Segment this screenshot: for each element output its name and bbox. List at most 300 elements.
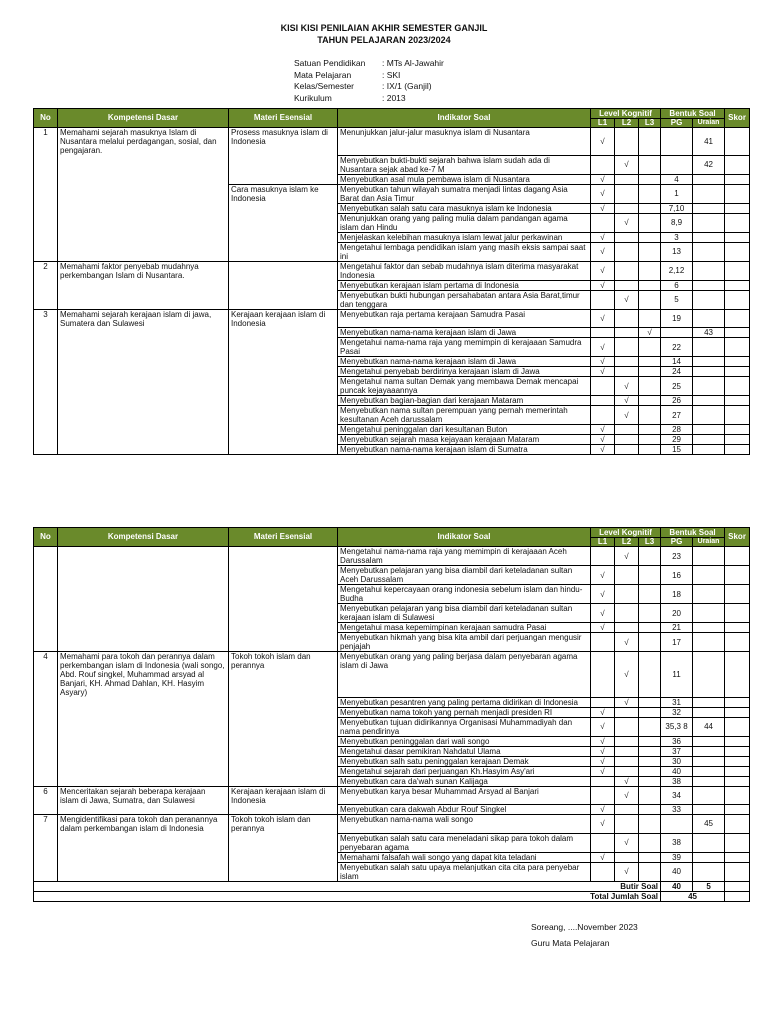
row-indikator: Menyebutkan salh satu peninggalan kerajaan Demak bbox=[338, 756, 591, 766]
row-l3 bbox=[639, 746, 661, 756]
row-skor bbox=[725, 585, 750, 604]
table-row bbox=[34, 445, 750, 455]
row-l3 bbox=[639, 786, 661, 805]
row-l3 bbox=[639, 435, 661, 445]
row-skor bbox=[725, 213, 750, 232]
table-row bbox=[34, 623, 750, 633]
row-pg: 20 bbox=[661, 604, 693, 623]
row-uraian bbox=[693, 261, 725, 280]
row-kompetensi bbox=[58, 736, 229, 746]
row-pg: 23 bbox=[661, 547, 693, 566]
row-materi bbox=[229, 280, 338, 290]
row-uraian bbox=[693, 805, 725, 815]
row-skor bbox=[725, 707, 750, 717]
row-indikator: Menyebutkan bukti hubungan persahabatan antara Asia Barat,timur dan tenggara bbox=[338, 290, 591, 309]
table-row bbox=[34, 585, 750, 604]
row-pg: 30 bbox=[661, 756, 693, 766]
row-l2 bbox=[615, 623, 639, 633]
row-uraian bbox=[693, 377, 725, 396]
col-level: Level Kognitif bbox=[591, 528, 661, 538]
meta-label: Satuan Pendidikan bbox=[294, 58, 366, 68]
row-skor bbox=[725, 328, 750, 338]
row-skor bbox=[725, 174, 750, 184]
table-row bbox=[34, 707, 750, 717]
row-indikator: Menunjukkan orang yang paling mulia dalam pandangan agama islam dan Hindu bbox=[338, 213, 591, 232]
row-materi bbox=[229, 852, 338, 862]
col-materi: Materi Esensial bbox=[229, 528, 338, 547]
row-skor bbox=[725, 786, 750, 805]
row-materi bbox=[229, 155, 338, 174]
row-pg: 40 bbox=[661, 862, 693, 881]
butir-soal-pg: 40 bbox=[661, 881, 693, 891]
row-pg: 17 bbox=[661, 633, 693, 652]
row-l2 bbox=[615, 203, 639, 213]
meta-value: : 2013 bbox=[382, 92, 406, 103]
row-materi bbox=[229, 357, 338, 367]
meta-value: : SKI bbox=[382, 69, 401, 80]
row-l2 bbox=[615, 174, 639, 184]
row-uraian bbox=[693, 425, 725, 435]
table-row bbox=[34, 203, 750, 213]
row-uraian bbox=[693, 435, 725, 445]
row-no bbox=[34, 445, 58, 455]
row-uraian bbox=[693, 852, 725, 862]
row-materi bbox=[229, 833, 338, 852]
row-pg: 14 bbox=[661, 357, 693, 367]
row-indikator: Menyebutkan nama sultan perempuan yang pernah memerintah kesultanan Aceh darussalam bbox=[338, 406, 591, 425]
col-l2: L2 bbox=[615, 538, 639, 547]
row-skor bbox=[725, 357, 750, 367]
row-no: 2 bbox=[34, 261, 58, 280]
row-materi bbox=[229, 377, 338, 396]
row-l3 bbox=[639, 242, 661, 261]
row-kompetensi bbox=[58, 396, 229, 406]
col-indikator: Indikator Soal bbox=[338, 109, 591, 128]
row-kompetensi bbox=[58, 232, 229, 242]
row-l3 bbox=[639, 697, 661, 707]
row-materi bbox=[229, 174, 338, 184]
row-kompetensi: Memahami faktor penyebab mudahnya perkembangan Islam di Nusantara. bbox=[58, 261, 229, 280]
table-row bbox=[34, 805, 750, 815]
row-skor bbox=[725, 445, 750, 455]
row-l3 bbox=[639, 652, 661, 698]
row-l1 bbox=[591, 862, 615, 881]
row-skor bbox=[725, 280, 750, 290]
row-uraian bbox=[693, 213, 725, 232]
row-indikator: Menyebutkan tujuan didirikannya Organisasi Muhammadiyah dan nama pendirinya bbox=[338, 717, 591, 736]
meta-value: : MTs Al-Jawahir bbox=[382, 58, 444, 68]
row-indikator: Menyebutkan nama-nama kerajaan islam di Sumatra bbox=[338, 445, 591, 455]
row-l1: √ bbox=[591, 746, 615, 756]
row-l3 bbox=[639, 367, 661, 377]
row-kompetensi bbox=[58, 357, 229, 367]
row-l1: √ bbox=[591, 623, 615, 633]
row-no bbox=[34, 396, 58, 406]
row-materi: Cara masuknya islam ke Indonesia bbox=[229, 184, 338, 203]
row-kompetensi bbox=[58, 746, 229, 756]
table-row bbox=[34, 396, 750, 406]
row-kompetensi bbox=[58, 833, 229, 852]
row-skor bbox=[725, 756, 750, 766]
row-l3 bbox=[639, 357, 661, 367]
row-materi bbox=[229, 766, 338, 776]
table-row bbox=[34, 377, 750, 396]
row-uraian bbox=[693, 367, 725, 377]
row-kompetensi: Memahami sejarah masuknya Islam di Nusantara melalui perdagangan, sosial, dan pengajaran. bbox=[58, 128, 229, 156]
row-indikator: Menyebutkan orang yang paling berjasa dalam penyebaran agama islam di Jawa bbox=[338, 652, 591, 698]
row-l3 bbox=[639, 445, 661, 455]
row-l2 bbox=[615, 445, 639, 455]
row-no bbox=[34, 184, 58, 203]
row-materi bbox=[229, 717, 338, 736]
table-row bbox=[34, 766, 750, 776]
row-indikator: Menyebutkan nama-nama wali songo bbox=[338, 815, 591, 834]
row-kompetensi bbox=[58, 377, 229, 396]
row-l2: √ bbox=[615, 547, 639, 566]
row-l1: √ bbox=[591, 445, 615, 455]
row-no: 4 bbox=[34, 652, 58, 698]
row-l2 bbox=[615, 736, 639, 746]
row-indikator: Mengetahui masa kepemimpinan kerajaan samudra Pasai bbox=[338, 623, 591, 633]
row-uraian bbox=[693, 547, 725, 566]
row-indikator: Menyebutkan asal mula pembawa islam di Nusantara bbox=[338, 174, 591, 184]
row-uraian bbox=[693, 707, 725, 717]
table-row bbox=[34, 155, 750, 174]
row-l1 bbox=[591, 213, 615, 232]
row-l3 bbox=[639, 232, 661, 242]
row-no bbox=[34, 717, 58, 736]
row-kompetensi bbox=[58, 155, 229, 174]
row-uraian bbox=[693, 290, 725, 309]
row-pg: 3 bbox=[661, 232, 693, 242]
row-skor bbox=[725, 232, 750, 242]
row-materi bbox=[229, 805, 338, 815]
meta-row bbox=[294, 58, 444, 70]
row-no bbox=[34, 547, 58, 566]
row-no: 3 bbox=[34, 309, 58, 328]
table-row bbox=[34, 406, 750, 425]
row-pg: 11 bbox=[661, 652, 693, 698]
row-indikator: Mengetahui nama sultan Demak yang membawa Demak mencapai puncak kejayaaannya bbox=[338, 377, 591, 396]
table-row bbox=[34, 213, 750, 232]
table-row bbox=[34, 717, 750, 736]
row-l3 bbox=[639, 396, 661, 406]
row-indikator: Mengetahui sejarah dari perjuangan Kh.Hasyim Asy'ari bbox=[338, 766, 591, 776]
row-indikator: Menyebutkan pelajaran yang bisa diambil dari keteladanan sultan kerajaan islam di Sulawesi bbox=[338, 604, 591, 623]
row-no bbox=[34, 604, 58, 623]
meta-label: Mata Pelajaran bbox=[294, 69, 352, 80]
row-materi bbox=[229, 328, 338, 338]
row-uraian bbox=[693, 652, 725, 698]
row-l3 bbox=[639, 128, 661, 156]
row-indikator: Menyebutkan bagian-bagian dari kerajaan Mataram bbox=[338, 396, 591, 406]
row-l3 bbox=[639, 377, 661, 396]
row-skor bbox=[725, 852, 750, 862]
row-kompetensi: Menceritakan sejarah beberapa kerajaan islam di Jawa, Sumatra, dan Sulawesi bbox=[58, 786, 229, 805]
row-l3 bbox=[639, 852, 661, 862]
row-kompetensi: Memahami para tokoh dan perannya dalam perkembangan islam di Indonesia (wali songo, Abd. Rouf singkel, Muhammad arsyad al Banjari, KH. Ahmad Dahlan, KH. Hasyim Asyary) bbox=[58, 652, 229, 698]
row-indikator: Mengetahui faktor dan sebab mudahnya islam diterima masyarakat Indonesia bbox=[338, 261, 591, 280]
row-pg bbox=[661, 328, 693, 338]
row-l3 bbox=[639, 604, 661, 623]
row-materi bbox=[229, 633, 338, 652]
row-l3 bbox=[639, 155, 661, 174]
meta-value: : IX/1 (Ganjil) bbox=[382, 81, 432, 91]
row-l1 bbox=[591, 290, 615, 309]
row-indikator: Mengetahui penyebab berdirinya kerajaan islam di Jawa bbox=[338, 367, 591, 377]
table-row bbox=[34, 309, 750, 328]
col-skor: Skor bbox=[725, 109, 750, 128]
row-l3 bbox=[639, 756, 661, 766]
row-no bbox=[34, 435, 58, 445]
row-pg: 19 bbox=[661, 309, 693, 328]
row-materi bbox=[229, 396, 338, 406]
row-no bbox=[34, 862, 58, 881]
col-pg: PG bbox=[661, 538, 693, 547]
row-pg: 5 bbox=[661, 290, 693, 309]
row-indikator: Menyebutkan salah satu cara masuknya islam ke Indonesia bbox=[338, 203, 591, 213]
col-no: No bbox=[34, 109, 58, 128]
col-no: No bbox=[34, 528, 58, 547]
row-kompetensi bbox=[58, 547, 229, 566]
row-no bbox=[34, 338, 58, 357]
meta-row bbox=[294, 81, 444, 93]
row-l2 bbox=[615, 357, 639, 367]
row-l1 bbox=[591, 652, 615, 698]
table-row bbox=[34, 833, 750, 852]
table-row bbox=[34, 633, 750, 652]
row-uraian bbox=[693, 338, 725, 357]
table-row bbox=[34, 328, 750, 338]
row-l1 bbox=[591, 155, 615, 174]
row-indikator: Memahami falsafah wali songo yang dapat kita teladani bbox=[338, 852, 591, 862]
butir-soal-skor bbox=[725, 881, 750, 891]
row-pg: 29 bbox=[661, 435, 693, 445]
row-l2 bbox=[615, 435, 639, 445]
row-uraian bbox=[693, 232, 725, 242]
table-row bbox=[34, 862, 750, 881]
row-skor bbox=[725, 338, 750, 357]
row-l1: √ bbox=[591, 736, 615, 746]
row-uraian bbox=[693, 736, 725, 746]
row-indikator: Mengetahui nama-nama raja yang memimpin di kerajaaan Aceh Darussalam bbox=[338, 547, 591, 566]
col-kd: Kompetensi Dasar bbox=[58, 528, 229, 547]
row-pg: 39 bbox=[661, 852, 693, 862]
table-row bbox=[34, 852, 750, 862]
table-row bbox=[34, 604, 750, 623]
row-uraian bbox=[693, 833, 725, 852]
row-skor bbox=[725, 652, 750, 698]
row-no bbox=[34, 242, 58, 261]
row-pg bbox=[661, 155, 693, 174]
row-materi bbox=[229, 736, 338, 746]
row-skor bbox=[725, 396, 750, 406]
row-materi bbox=[229, 213, 338, 232]
col-uraian: Uraian bbox=[693, 119, 725, 128]
row-indikator: Mengetahui kepercayaan orang indonesia sebelum islam dan hindu-Budha bbox=[338, 585, 591, 604]
row-no bbox=[34, 174, 58, 184]
row-materi bbox=[229, 242, 338, 261]
row-kompetensi bbox=[58, 338, 229, 357]
row-pg: 32 bbox=[661, 707, 693, 717]
row-skor bbox=[725, 261, 750, 280]
row-l2 bbox=[615, 604, 639, 623]
row-l3 bbox=[639, 203, 661, 213]
row-materi: Tokoh tokoh islam dan perannya bbox=[229, 652, 338, 698]
row-no: 1 bbox=[34, 128, 58, 156]
row-materi bbox=[229, 261, 338, 280]
butir-soal-uraian: 5 bbox=[693, 881, 725, 891]
row-materi bbox=[229, 435, 338, 445]
row-no bbox=[34, 406, 58, 425]
row-kompetensi bbox=[58, 805, 229, 815]
row-l2 bbox=[615, 425, 639, 435]
signature-place-date: Soreang, ....November 2023 bbox=[531, 922, 638, 932]
row-l2: √ bbox=[615, 213, 639, 232]
row-materi bbox=[229, 862, 338, 881]
row-l3 bbox=[639, 174, 661, 184]
row-kompetensi bbox=[58, 425, 229, 435]
row-l2 bbox=[615, 232, 639, 242]
row-l1: √ bbox=[591, 756, 615, 766]
row-kompetensi bbox=[58, 328, 229, 338]
row-l1: √ bbox=[591, 805, 615, 815]
doc-title: KISI KISI PENILAIAN AKHIR SEMESTER GANJIL bbox=[280, 23, 488, 33]
signature-role: Guru Mata Pelajaran bbox=[531, 938, 610, 948]
row-indikator: Menyebutkan salah satu upaya melanjutkan cita cita para penyebar islam bbox=[338, 862, 591, 881]
row-skor bbox=[725, 604, 750, 623]
row-pg: 1 bbox=[661, 184, 693, 203]
table-row bbox=[34, 746, 750, 756]
row-skor bbox=[725, 367, 750, 377]
row-l2 bbox=[615, 717, 639, 736]
kisi-table-page2 bbox=[33, 527, 750, 902]
row-l3 bbox=[639, 707, 661, 717]
row-indikator: Menyebutkan bukti-bukti sejarah bahwa islam sudah ada di Nusantara sejak abad ke-7 M bbox=[338, 155, 591, 174]
row-skor bbox=[725, 155, 750, 174]
row-no bbox=[34, 633, 58, 652]
table-row bbox=[34, 280, 750, 290]
row-skor bbox=[725, 203, 750, 213]
row-skor bbox=[725, 128, 750, 156]
row-l2 bbox=[615, 805, 639, 815]
row-skor bbox=[725, 435, 750, 445]
row-no bbox=[34, 232, 58, 242]
row-l1: √ bbox=[591, 717, 615, 736]
row-indikator: Menyebutkan pelajaran yang bisa diambil dari keteladanan sultan Aceh Darussalam bbox=[338, 566, 591, 585]
row-l2 bbox=[615, 746, 639, 756]
row-kompetensi bbox=[58, 633, 229, 652]
row-l2 bbox=[615, 280, 639, 290]
meta-row bbox=[294, 93, 444, 105]
table-row bbox=[34, 232, 750, 242]
row-materi bbox=[229, 566, 338, 585]
row-indikator: Menyebutkan cara da'wah sunan Kalijaga bbox=[338, 776, 591, 786]
row-kompetensi bbox=[58, 435, 229, 445]
row-l3 bbox=[639, 425, 661, 435]
row-indikator: Menyebutkan karya besar Muhammad Arsyad al Banjari bbox=[338, 786, 591, 805]
row-kompetensi bbox=[58, 174, 229, 184]
row-materi bbox=[229, 290, 338, 309]
row-materi bbox=[229, 756, 338, 766]
table-row bbox=[34, 261, 750, 280]
row-uraian bbox=[693, 776, 725, 786]
row-l2: √ bbox=[615, 833, 639, 852]
row-l3 bbox=[639, 406, 661, 425]
row-no bbox=[34, 623, 58, 633]
col-uraian: Uraian bbox=[693, 538, 725, 547]
row-materi: Tokoh tokoh islam dan perannya bbox=[229, 815, 338, 834]
row-l3 bbox=[639, 766, 661, 776]
row-l1: √ bbox=[591, 203, 615, 213]
row-l3: √ bbox=[639, 328, 661, 338]
row-l2: √ bbox=[615, 786, 639, 805]
row-l3 bbox=[639, 290, 661, 309]
row-kompetensi bbox=[58, 766, 229, 776]
row-skor bbox=[725, 815, 750, 834]
row-pg: 22 bbox=[661, 338, 693, 357]
row-l3 bbox=[639, 309, 661, 328]
row-pg: 4 bbox=[661, 174, 693, 184]
row-indikator: Menjelaskan kelebihan masuknya islam lewat jalur perkawinan bbox=[338, 232, 591, 242]
table-row bbox=[34, 338, 750, 357]
row-skor bbox=[725, 242, 750, 261]
row-l2: √ bbox=[615, 776, 639, 786]
row-l2 bbox=[615, 242, 639, 261]
row-uraian bbox=[693, 184, 725, 203]
kisi-table-page1 bbox=[33, 108, 750, 455]
row-l2 bbox=[615, 261, 639, 280]
row-pg: 38 bbox=[661, 776, 693, 786]
row-pg: 35,3 8 bbox=[661, 717, 693, 736]
row-pg bbox=[661, 128, 693, 156]
table-row bbox=[34, 776, 750, 786]
row-l2 bbox=[615, 338, 639, 357]
row-skor bbox=[725, 377, 750, 396]
col-bentuk: Bentuk Soal bbox=[661, 528, 725, 538]
row-materi bbox=[229, 776, 338, 786]
row-uraian: 43 bbox=[693, 328, 725, 338]
table-row bbox=[34, 128, 750, 156]
doc-subtitle: TAHUN PELAJARAN 2023/2024 bbox=[317, 35, 451, 45]
row-uraian: 45 bbox=[693, 815, 725, 834]
row-l3 bbox=[639, 585, 661, 604]
row-pg: 38 bbox=[661, 833, 693, 852]
row-l1: √ bbox=[591, 232, 615, 242]
row-materi: Kerajaan kerajaan islam di Indonesia bbox=[229, 309, 338, 328]
row-l3 bbox=[639, 805, 661, 815]
row-l1: √ bbox=[591, 261, 615, 280]
row-materi: Kerajaan kerajaan islam di Indonesia bbox=[229, 786, 338, 805]
row-indikator: Menyebutkan sejarah masa kejayaan kerajaan Mataram bbox=[338, 435, 591, 445]
row-l1: √ bbox=[591, 707, 615, 717]
row-no bbox=[34, 707, 58, 717]
row-l2: √ bbox=[615, 155, 639, 174]
row-no: 6 bbox=[34, 786, 58, 805]
total-soal-value: 45 bbox=[661, 891, 725, 901]
table-row bbox=[34, 652, 750, 698]
row-no bbox=[34, 766, 58, 776]
row-skor bbox=[725, 697, 750, 707]
row-uraian bbox=[693, 445, 725, 455]
col-l1: L1 bbox=[591, 538, 615, 547]
meta-row bbox=[294, 70, 444, 82]
row-kompetensi bbox=[58, 445, 229, 455]
meta-label: Kurikulum bbox=[294, 92, 332, 103]
row-indikator: Menyebutkan nama tokoh yang pernah menjadi presiden RI bbox=[338, 707, 591, 717]
row-pg: 26 bbox=[661, 396, 693, 406]
row-kompetensi: Mengidentifikasi para tokoh dan peranannya dalam perkembangan islam di Indonesia bbox=[58, 815, 229, 834]
